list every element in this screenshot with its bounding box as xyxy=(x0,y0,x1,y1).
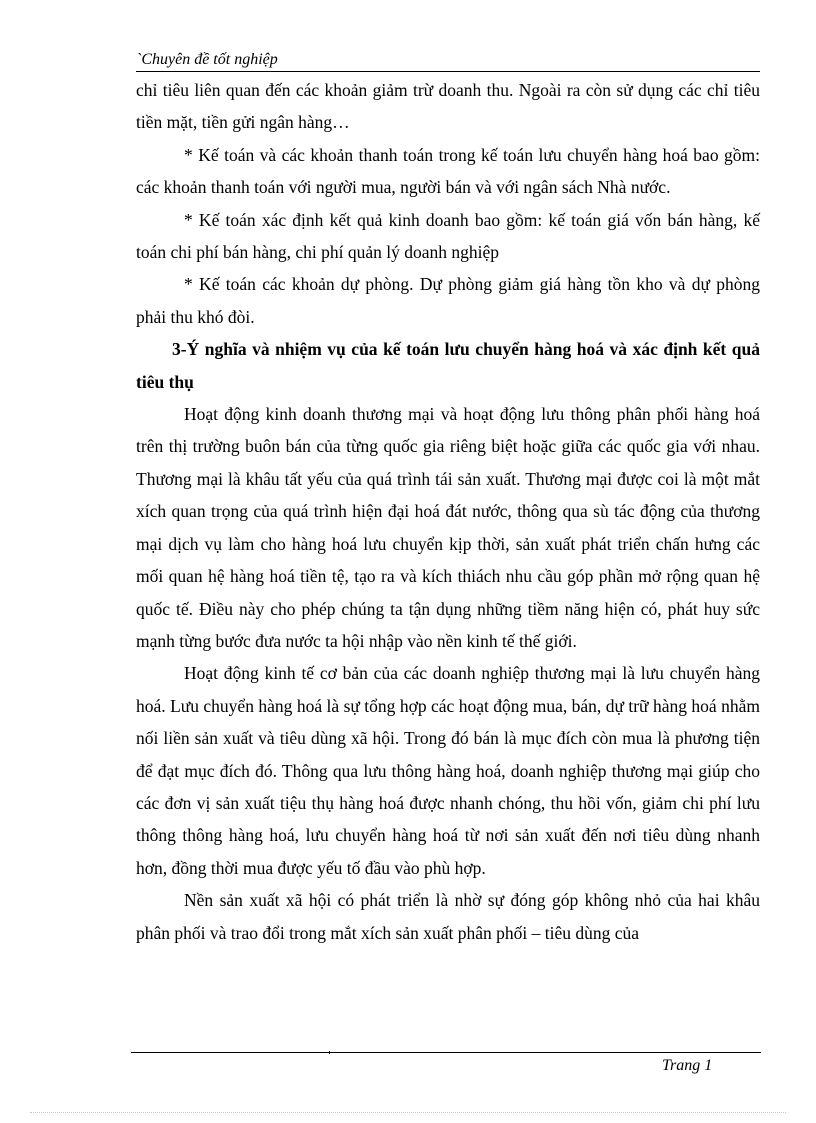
paragraph-continuation: chỉ tiêu liên quan đến các khoản giảm trừ doanh thu. Ngoài ra còn sử dụng các chỉ tiêu tiền mặt, tiền gửi ngân hàng… xyxy=(136,80,760,133)
footer-rule xyxy=(131,1052,761,1053)
paragraph-trade: Hoạt động kinh doanh thương mại và hoạt động lưu thông phân phối hàng hoá trên thị trường buôn bán của từng quốc gia riêng biệt hoặc giữa các quốc gia với nhau. Thương mại là khâu tất yếu của quá trình tái sản xuất. Thương mại được coi là một mắt xích quan trọng của quá trình hiện đại hoá đát nước, thông qua sù tác động của thương mại dịch vụ làm cho hàng hoá lưu chuyển kịp thời, sản xuất phát triển chấn hưng các mối quan hệ hàng hoá tiền tệ, tạo ra và kích thiách nhu cầu góp phần mở rộng quan hệ quốc tế. Điều này cho phép chúng ta tận dụng những tiềm năng hiện có, phát huy sức mạnh từng bước đưa nước ta hội nhập vào nền kinh tế thế giới. xyxy=(136,404,760,651)
header-title: `Chuyên đề tốt nghiệp xyxy=(136,51,278,68)
section-heading: 3-Ý nghĩa và nhiệm vụ của kế toán lưu chuyển hàng hoá và xác định kết quả tiêu thụ xyxy=(136,339,760,392)
page-header xyxy=(136,50,760,72)
paragraph-circulation: Hoạt động kinh tế cơ bản của các doanh nghiệp thương mại là lưu chuyển hàng hoá. Lưu chuyển hàng hoá là sự tổng hợp các hoạt động mua, bán, dự trữ hàng hoá nhằm nối liền sản xuất và tiêu dùng xã hội. Trong đó bán là mục đích còn mua là phương tiện để đạt mục đích đó. Thông qua lưu thông hàng hoá, doanh nghiệp thương mại giúp cho các đơn vị sản xuất tiệu thụ hàng hoá được nhanh chóng, thu hồi vốn, giảm chi phí lưu thông thông hàng hoá, lưu chuyển hàng hoá từ nơi sản xuất đến nơi tiêu dùng nhanh hơn, đồng thời mua được yếu tố đầu vào phù hợp. xyxy=(136,663,760,878)
footer-rule-notch xyxy=(329,1051,330,1054)
page-number: Trang 1 xyxy=(662,1057,713,1074)
paragraph-production: Nền sản xuất xã hội có phát triển là nhờ sự đóng góp không nhỏ của hai khâu phân phối và trao đổi trong mắt xích sản xuất phân phối – tiêu dùng của xyxy=(136,890,760,943)
header-rule xyxy=(136,71,760,72)
document-body xyxy=(136,74,760,949)
paragraph-bullet-payments: * Kế toán và các khoản thanh toán trong kế toán lưu chuyển hàng hoá bao gồm: các khoản thanh toán với người mua, người bán và với ngân sách Nhà nước. xyxy=(136,144,760,198)
paragraph-bullet-provisions: * Kế toán các khoản dự phòng. Dự phòng giảm giá hàng tồn kho và dự phòng phải thu khó đòi. xyxy=(136,274,760,327)
page-edge-border xyxy=(30,1112,786,1113)
paragraph-bullet-results: * Kế toán xác định kết quả kinh doanh bao gồm: kế toán giá vốn bán hàng, kế toán chi phí bán hàng, chi phí quản lý doanh nghiệp xyxy=(136,209,760,263)
